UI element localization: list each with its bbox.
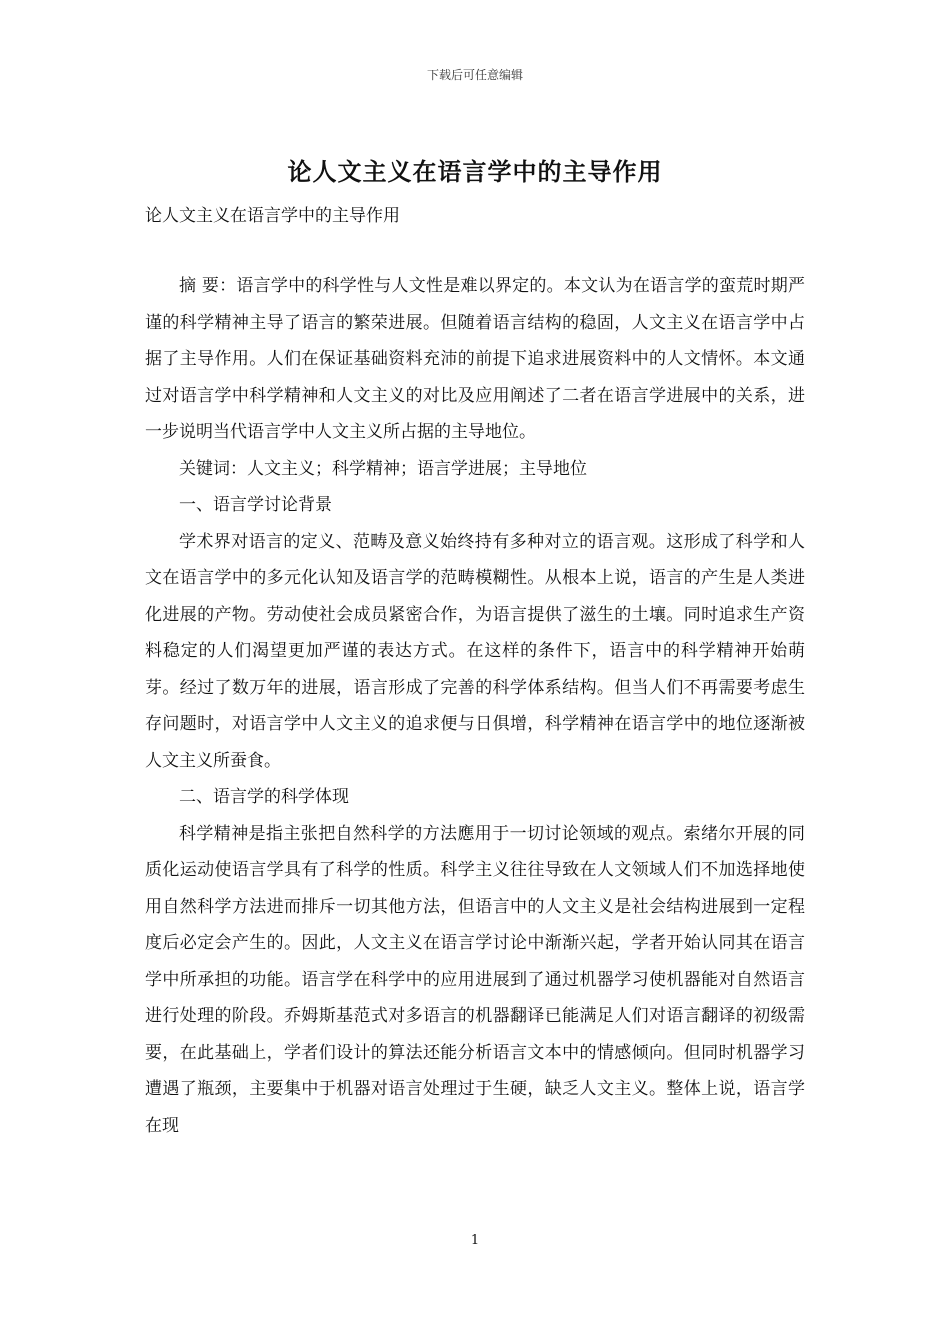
body-paragraph: 科学精神是指主张把自然科学的方法應用于一切讨论领域的观点。索绪尔开展的同质化运动使语言学具有了科学的性质。科学主义往往导致在人文领域人们不加选择地使用自然科学方法进而排斥一切其他方法，但语言中的人文主义是社会结构进展到一定程度后必定会产生的。因此，人文主义在语言学讨论中渐渐兴起，学者开始认同其在语言学中所承担的功能。语言学在科学中的应用进展到了通过机器学习使机器能对自然语言进行处理的阶段。乔姆斯基范式对多语言的机器翻译已能满足人们对语言翻译的初级需要，在此基础上，学者们设计的算法还能分析语言文本中的情感倾向。但同时机器学习遭遇了瓶颈，主要集中于机器对语言处理过于生硬，缺乏人文主义。整体上说，语言学在现 xyxy=(145,823,805,1136)
document-body xyxy=(145,268,805,1144)
document-subtitle: 论人文主义在语言学中的主导作用 xyxy=(145,206,400,226)
section-heading-1: 一、语言学讨论背景 xyxy=(179,495,332,515)
keywords-paragraph: 关键词：人文主义；科学精神；语言学进展；主导地位 xyxy=(179,458,587,479)
section-heading-2: 二、语言学的科学体现 xyxy=(179,787,349,807)
document-title: 论人文主义在语言学中的主导作用 xyxy=(287,157,663,186)
page-header-note: 下载后可任意编辑 xyxy=(426,68,523,82)
page-number: 1 xyxy=(470,1233,480,1248)
body-paragraph: 学术界对语言的定义、范畴及意义始终持有多种对立的语言观。这形成了科学和人文在语言学中的多元化认知及语言学的范畴模糊性。从根本上说，语言的产生是人类进化进展的产物。劳动使社会成员紧密合作，为语言提供了滋生的土壤。同时追求生产资料稳定的人们渴望更加严谨的表达方式。在这样的条件下，语言中的科学精神开始萌芽。经过了数万年的进展，语言形成了完善的科学体系结构。但当人们不再需要考虑生存问题时，对语言学中人文主义的追求便与日俱增，科学精神在语言学中的地位逐渐被人文主义所蚕食。 xyxy=(145,531,805,771)
abstract-paragraph: 摘 要：语言学中的科学性与人文性是难以界定的。本文认为在语言学的蛮荒时期严谨的科学精神主导了语言的繁荣进展。但随着语言结构的稳固，人文主义在语言学中占据了主导作用。人们在保证基础资料充沛的前提下追求进展资料中的人文情怀。本文通过对语言学中科学精神和人文主义的对比及应用阐述了二者在语言学进展中的关系，进一步说明当代语言学中人文主义所占据的主导地位。 xyxy=(145,276,805,442)
